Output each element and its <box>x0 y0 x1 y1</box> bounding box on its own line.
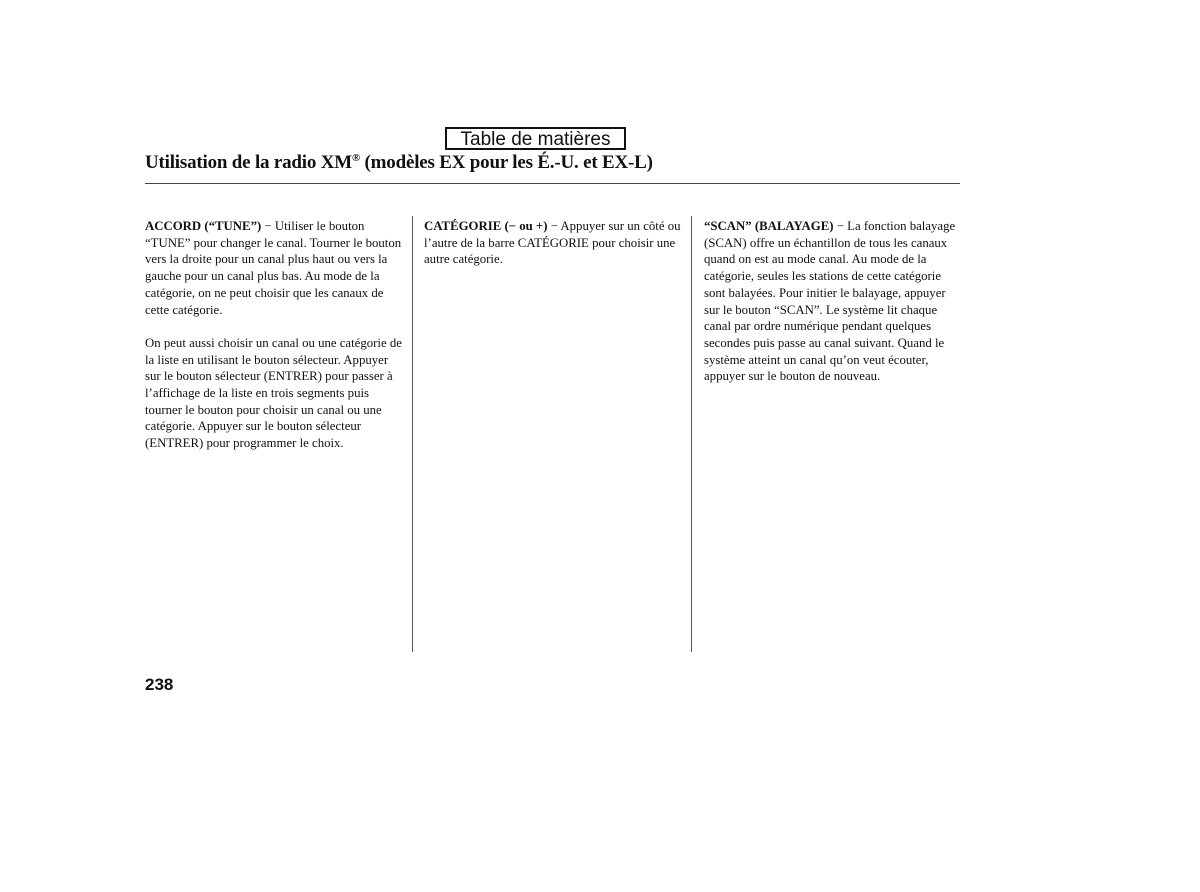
page-number: 238 <box>145 675 174 694</box>
title-rest: (modèles EX pour les É.-U. et EX-L) <box>360 152 653 173</box>
paragraph-category <box>424 218 682 268</box>
column-divider <box>412 216 413 652</box>
page-title <box>145 152 653 174</box>
title-divider <box>145 183 960 184</box>
column-1 <box>145 218 403 469</box>
paragraph-text: − Utiliser le bouton “TUNE” pour changer le canal. Tourner le bouton vers la droite pour un canal plus haut ou vers la gauche pour un canal plus bas. Au mode de la catégorie, on ne peut choisir que les canaux de cette catégorie. <box>145 219 402 317</box>
registered-mark: ® <box>351 152 360 164</box>
paragraph-text: − La fonction balayage (SCAN) offre un échantillon de tous les canaux quand on est au mode canal. Au mode de la catégorie, seules les stations de cette catégorie sont balayées. Pour initier le balayage, appuyer sur le bouton “SCAN”. Le système lit chaque canal par ordre numérique pendant quelques secondes puis passe au canal suivant. Quand le système atteint un canal qu’on veut écouter, appuyer sur le bouton de nouveau. <box>704 219 956 384</box>
table-of-contents-link[interactable]: Table de matières <box>445 127 626 150</box>
paragraph-selector <box>145 335 403 452</box>
paragraph-heading: CATÉGORIE (− ou +) <box>424 219 548 233</box>
paragraph-heading: ACCORD (“TUNE”) <box>145 219 262 233</box>
column-divider <box>691 216 692 652</box>
column-2 <box>424 218 682 285</box>
title-main: Utilisation de la radio XM <box>145 152 352 173</box>
paragraph-text: − Appuyer sur un côté ou l’autre de la barre CATÉGORIE pour choisir une autre catégorie. <box>424 219 681 267</box>
paragraph-scan <box>704 218 962 385</box>
paragraph-text: On peut aussi choisir un canal ou une catégorie de la liste en utilisant le bouton sélecteur. Appuyer sur le bouton sélecteur (ENTRER) pour passer à l’affichage de la liste en trois segments puis tourner le bouton pour choisir un canal ou une catégorie. Appuyer sur le bouton sélecteur (ENTRER) pour programmer le choix. <box>145 335 402 451</box>
paragraph-heading: “SCAN” (BALAYAGE) <box>704 219 834 233</box>
paragraph-tune <box>145 218 403 318</box>
column-3 <box>704 218 962 402</box>
